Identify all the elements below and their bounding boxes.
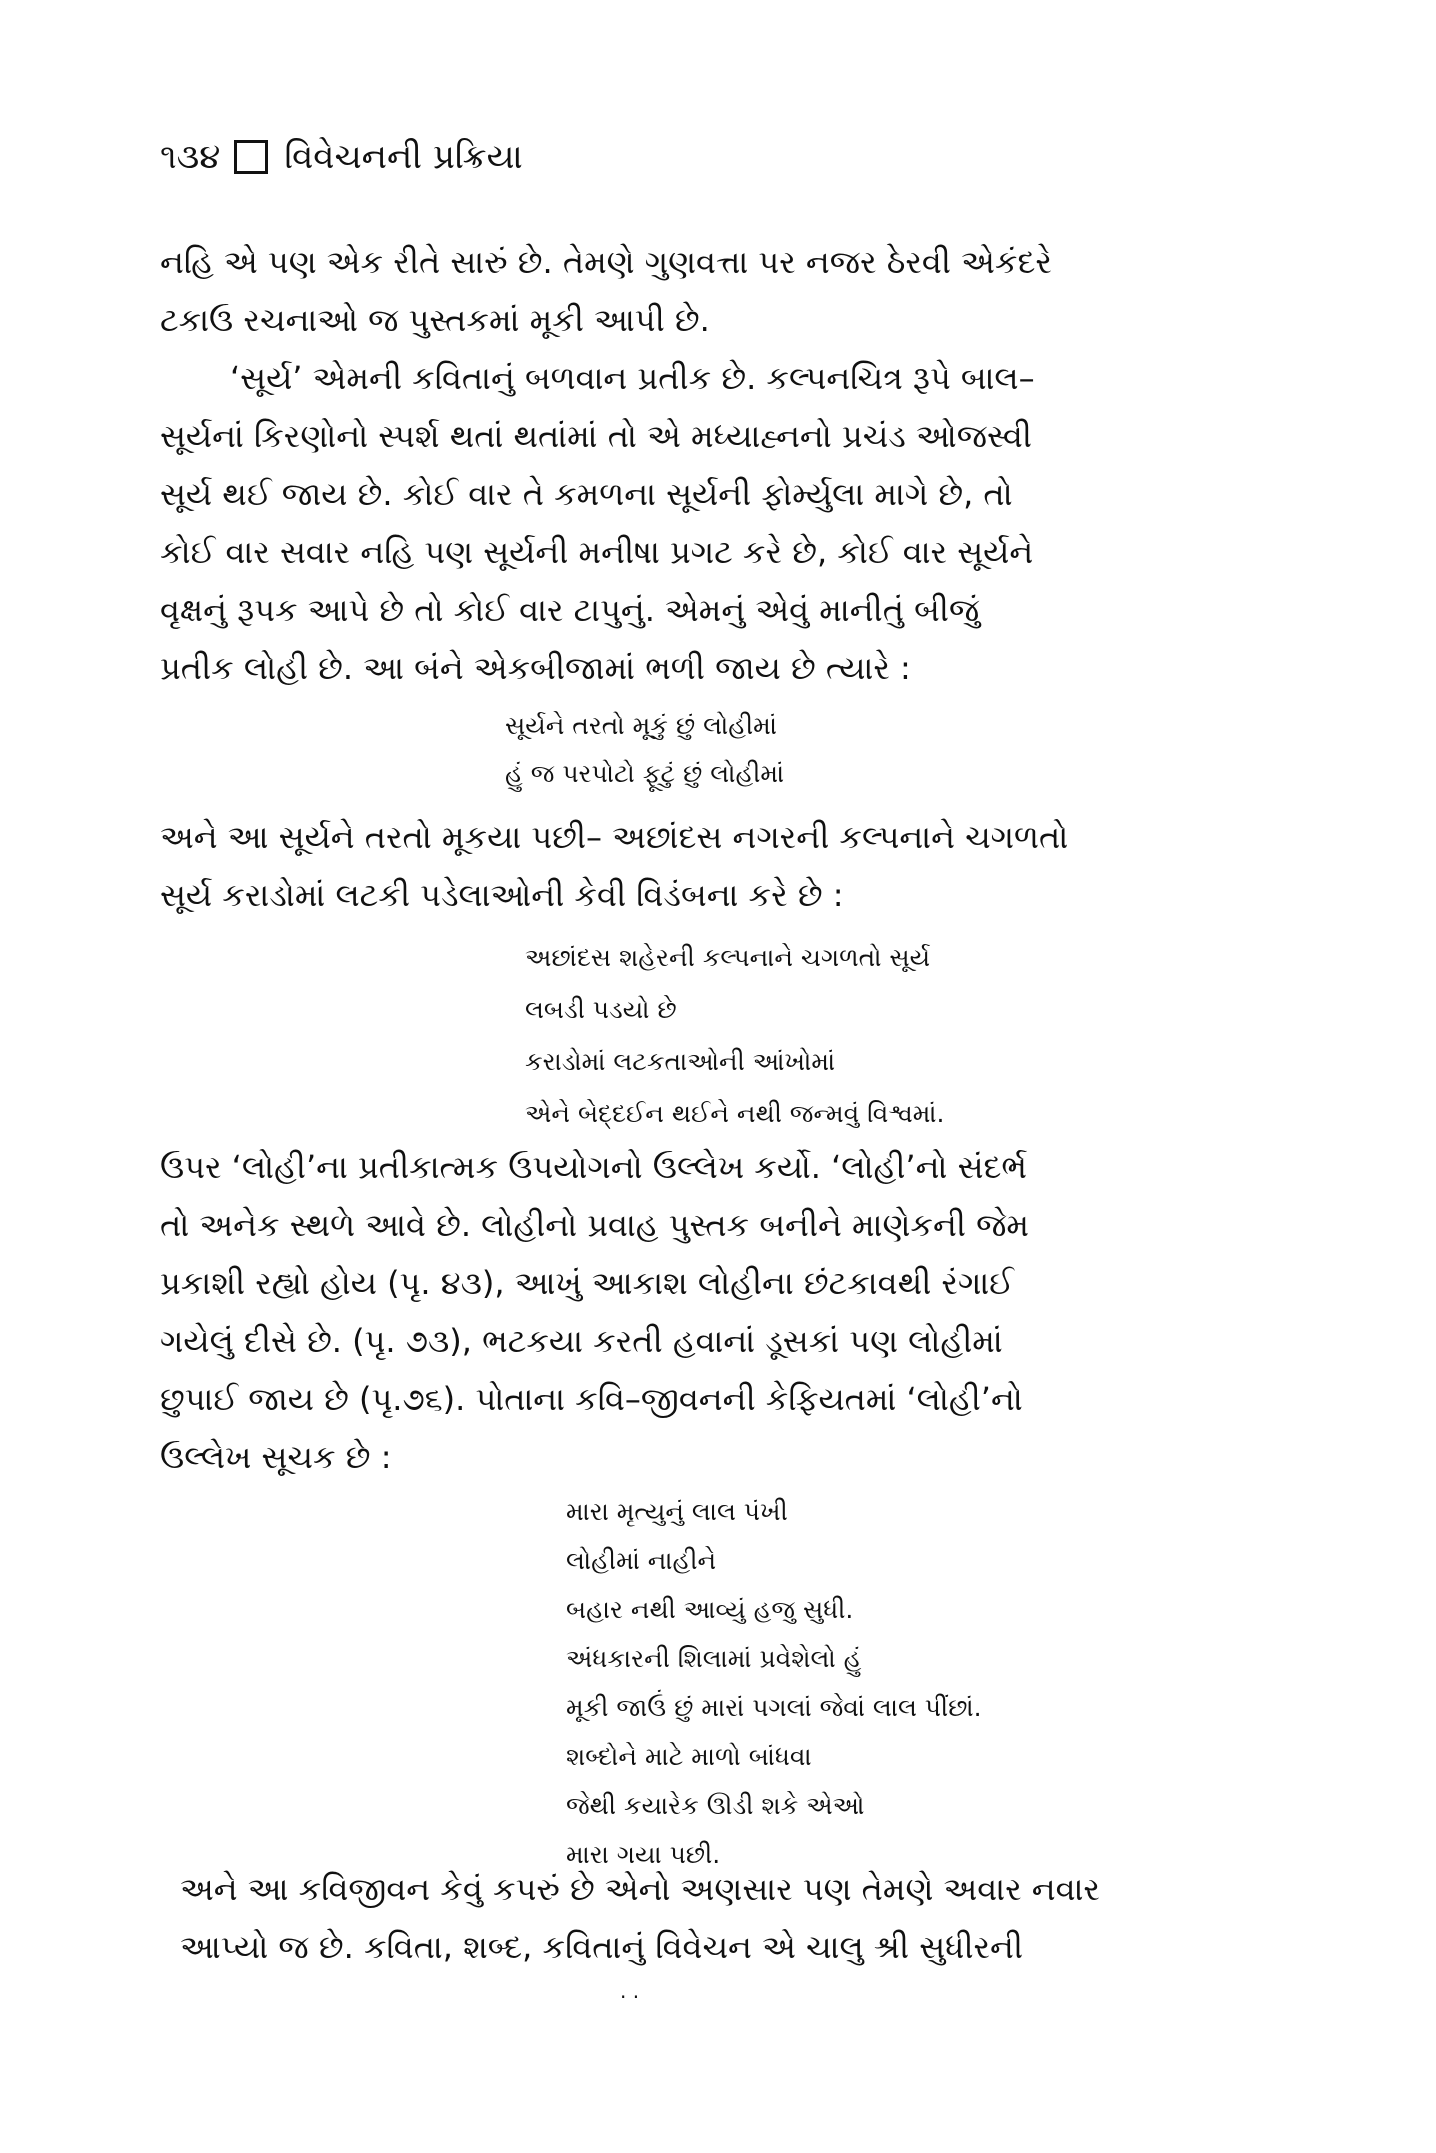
paragraph-line: સૂર્યનાં કિરણોનો સ્પર્શ થતાં થતાંમાં તો એ મધ્યાહ્નનો પ્રચંડ ઓજસ્વી	[160, 417, 1032, 455]
verse-line: સૂર્યને તરતો મૂકું છું લોહીમાં	[505, 711, 777, 740]
verse-line: મારા મૃત્યુનું લાલ પંખી	[566, 1497, 788, 1526]
verse-line: કરાડોમાં લટકતાઓની આંખોમાં	[525, 1047, 836, 1076]
paragraph-line: સૂર્ય કરાડોમાં લટકી પડેલાઓની કેવી વિડંબના કરે છે :	[160, 876, 844, 914]
paragraph-line: ‘સૂર્ય’ એમની કવિતાનું બળવાન પ્રતીક છે. કલ્પનચિત્ર રૂપે બાલ–	[230, 359, 1035, 397]
verse-quote-2	[525, 932, 944, 1140]
header-box-ornament	[234, 140, 268, 174]
footer-print-mark: · ·	[620, 1985, 640, 2009]
paragraph-line: નહિ એ પણ એક રીતે સારું છે. તેમણે ગુણવત્તા પર નજર ઠેરવી એકંદરે	[160, 243, 1052, 281]
verse-line: મૂકી જાઉં છું મારાં પગલાં જેવાં લાલ પીંછાં.	[566, 1693, 982, 1722]
paragraph-4	[160, 1138, 1290, 1486]
paragraph-line: પ્રતીક લોહી છે. આ બંને એકબીજામાં ભળી જાય છે ત્યારે :	[160, 649, 911, 687]
paragraph-line: સૂર્ય થઈ જાય છે. કોઈ વાર તે કમળના સૂર્યની ફોર્મ્યુલા માગે છે, તો	[160, 475, 1013, 513]
verse-quote-3	[566, 1487, 982, 1879]
paragraph-line: આપ્યો જ છે. કવિતા, શબ્દ, કવિતાનું વિવેચન એ ચાલુ શ્રી સુધીરની	[180, 1928, 1024, 1966]
paragraph-line: ઉલ્લેખ સૂચક છે :	[160, 1438, 392, 1476]
verse-line: બહાર નથી આવ્યું હજુ સુધી.	[566, 1595, 854, 1624]
verse-line: મારા ગયા પછી.	[566, 1840, 721, 1869]
paragraph-3	[160, 808, 1290, 924]
paragraph-5	[160, 1860, 1290, 1976]
paragraph-2	[160, 349, 1290, 697]
running-title: વિવેચનની પ્રક્રિયા	[284, 137, 523, 177]
verse-line: હું જ પરપોટો ફૂટું છું લોહીમાં	[505, 759, 785, 788]
page-header	[160, 135, 523, 179]
verse-line: લબડી પડયો છે	[525, 995, 677, 1024]
paragraph-line: ઉપર ‘લોહી’ના પ્રતીકાત્મક ઉપયોગનો ઉલ્લેખ કર્યો. ‘લોહી’નો સંદર્ભ	[160, 1148, 1027, 1186]
paragraph-line: તો અનેક સ્થળે આવે છે. લોહીનો પ્રવાહ પુસ્તક બનીને માણેકની જેમ	[160, 1206, 1029, 1244]
paragraph-line: ગયેલું દીસે છે. (પૃ. ૭૩), ભટકયા કરતી હવાનાં ડૂસકાં પણ લોહીમાં	[160, 1322, 1003, 1360]
verse-line: જેથી કયારેક ઊડી શકે એઓ	[566, 1791, 865, 1820]
paragraph-line: પ્રકાશી રહ્યો હોય (પૃ. ૪૩), આખું આકાશ લોહીના છંટકાવથી રંગાઈ	[160, 1264, 1014, 1302]
paragraph-line: છુપાઈ જાય છે (પૃ.૭૬). પોતાના કવિ–જીવનની કેફિયતમાં ‘લોહી’નો	[160, 1380, 1023, 1418]
verse-line: શબ્દોને માટે માળો બાંધવા	[566, 1742, 812, 1771]
verse-line: અંધકારની શિલામાં પ્રવેશેલો હું	[566, 1644, 862, 1673]
verse-quote-1	[505, 702, 784, 798]
verse-line: એને બેદ્દઈન થઈને નથી જન્મવું વિશ્વમાં.	[525, 1099, 945, 1128]
paragraph-line: ટકાઉ રચનાઓ જ પુસ્તકમાં મૂકી આપી છે.	[160, 301, 710, 339]
paragraph-line: અને આ કવિજીવન કેવું કપરું છે એનો અણસાર પણ તેમણે અવાર નવાર	[180, 1870, 1100, 1908]
verse-line: લોહીમાં નાહીને	[566, 1546, 717, 1575]
verse-line: અછાંદસ શહેરની કલ્પનાને ચગળતો સૂર્ય	[525, 943, 931, 972]
paragraph-line: અને આ સૂર્યને તરતો મૂકયા પછી– અછાંદસ નગરની કલ્પનાને ચગળતો	[160, 818, 1069, 856]
paragraph-line: વૃક્ષનું રૂપક આપે છે તો કોઈ વાર ટાપુનું. એમનું એવું માનીતું બીજું	[160, 591, 980, 629]
paragraph-line: કોઈ વાર સવાર નહિ પણ સૂર્યની મનીષા પ્રગટ કરે છે, કોઈ વાર સૂર્યને	[160, 533, 1034, 571]
page-number: ૧૩૪	[160, 137, 221, 177]
paragraph-1	[160, 233, 1290, 349]
